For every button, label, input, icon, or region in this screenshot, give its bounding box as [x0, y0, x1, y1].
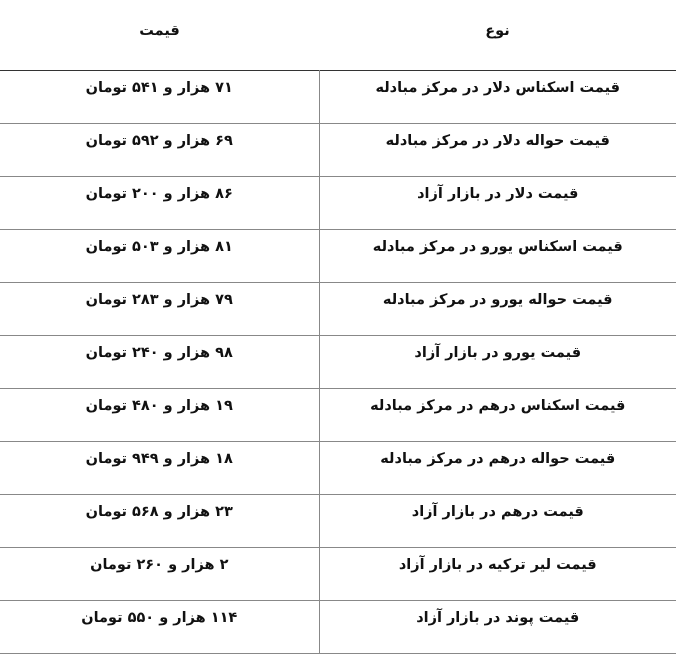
type-cell: قیمت پوند در بازار آزاد: [416, 609, 580, 626]
price-cell: ۶۹ هزار و ۵۹۲ تومان: [0, 123, 319, 176]
table-row: [0, 229, 676, 282]
table-row: [0, 282, 676, 335]
table-row: [0, 494, 676, 547]
type-cell: قیمت درهم در بازار آزاد: [411, 503, 584, 520]
price-cell: ۹۸ هزار و ۲۴۰ تومان: [0, 335, 319, 388]
table-row: [0, 547, 676, 600]
price-cell: ۲ هزار و ۲۶۰ تومان: [0, 547, 319, 600]
type-cell: قیمت حواله درهم در مرکز مبادله: [380, 450, 616, 467]
table-body: [0, 70, 676, 653]
type-cell: قیمت حواله دلار در مرکز مبادله: [385, 132, 610, 149]
table-row: [0, 335, 676, 388]
price-cell: ۱۹ هزار و ۴۸۰ تومان: [0, 388, 319, 441]
table-row: [0, 600, 676, 653]
type-cell: قیمت لیر ترکیه در بازار آزاد: [398, 556, 597, 573]
price-cell: ۱۱۴ هزار و ۵۵۰ تومان: [0, 600, 319, 653]
type-cell: قیمت اسکناس دلار در مرکز مبادله: [375, 79, 621, 96]
type-cell: قیمت اسکناس یورو در مرکز مبادله: [372, 238, 623, 255]
table-row: [0, 70, 676, 123]
price-cell: ۲۳ هزار و ۵۶۸ تومان: [0, 494, 319, 547]
table-row: [0, 123, 676, 176]
table-header-row: [0, 0, 676, 70]
type-cell: قیمت اسکناس درهم در مرکز مبادله: [370, 397, 626, 414]
header-type: نوع: [485, 23, 510, 39]
header-price: قیمت: [139, 23, 180, 39]
price-cell: ۷۱ هزار و ۵۴۱ تومان: [0, 70, 319, 123]
price-cell: ۱۸ هزار و ۹۴۹ تومان: [0, 441, 319, 494]
price-cell: ۷۹ هزار و ۲۸۳ تومان: [0, 282, 319, 335]
table-row: [0, 388, 676, 441]
type-cell: قیمت یورو در بازار آزاد: [414, 344, 582, 361]
price-cell: ۸۶ هزار و ۲۰۰ تومان: [0, 176, 319, 229]
table-row: [0, 176, 676, 229]
table-row: [0, 441, 676, 494]
type-cell: قیمت دلار در بازار آزاد: [417, 185, 579, 202]
price-cell: ۸۱ هزار و ۵۰۳ تومان: [0, 229, 319, 282]
type-cell: قیمت حواله یورو در مرکز مبادله: [382, 291, 613, 308]
